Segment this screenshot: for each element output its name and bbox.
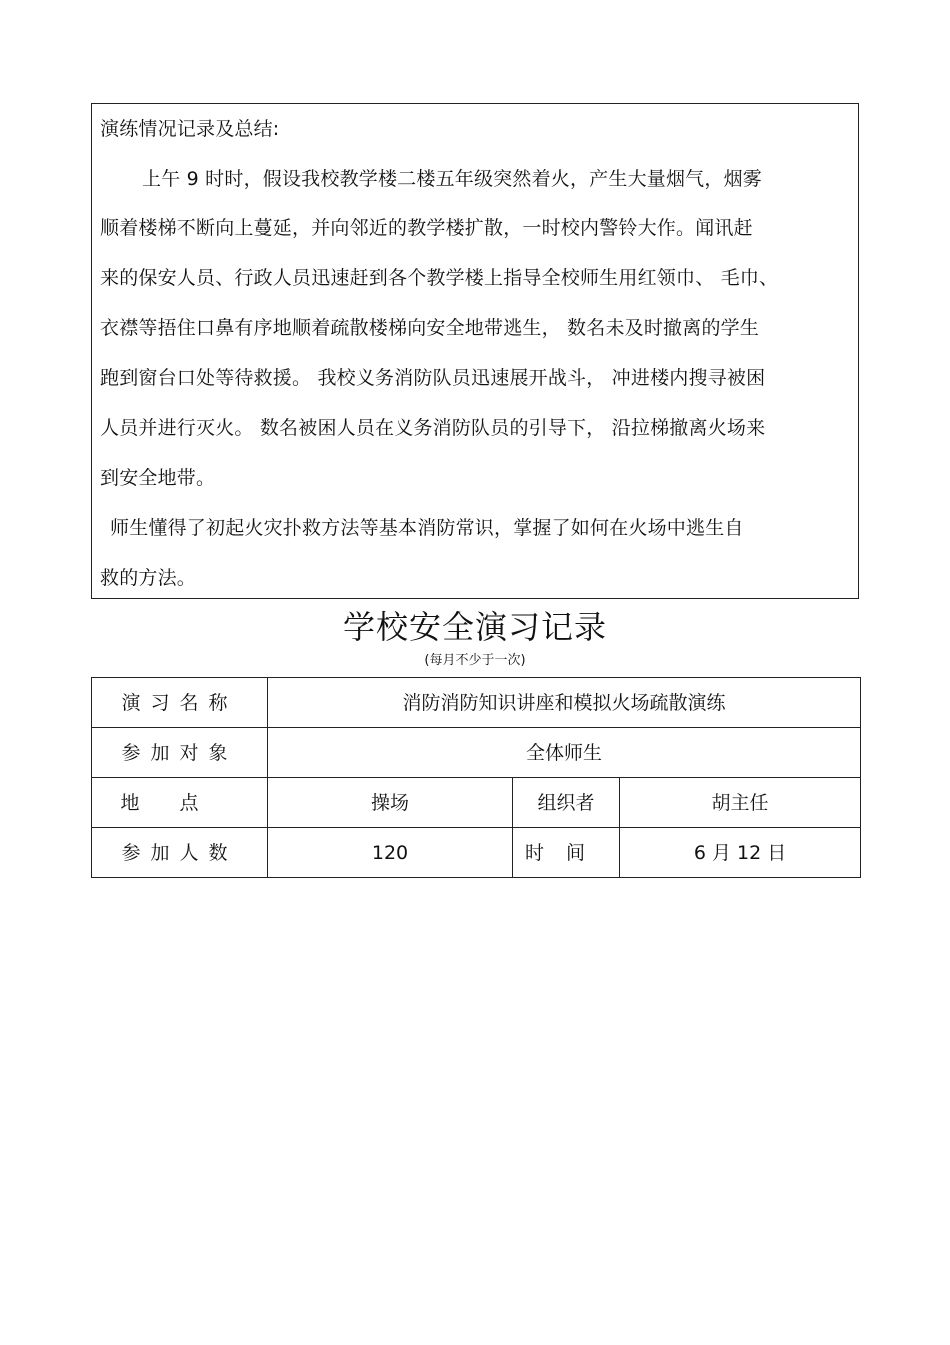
location-value: 操场 [268,778,513,828]
participants-value: 全体师生 [268,728,861,778]
summary-line-8: 师生懂得了初起火灾扑救方法等基本消防常识，掌握了如何在火场中逃生自 [110,517,744,539]
time-label: 时间 [513,828,620,878]
summary-line-7: 到安全地带。 [100,467,216,489]
summary-line-9: 救的方法。 [100,567,197,589]
summary-line-4: 衣襟等捂住口鼻有序地顺着疏散楼梯向安全地带逃生， 数名未及时撤离的学生 [100,317,760,339]
table-row [92,828,861,878]
table-row [92,678,861,728]
participant-count-value: 120 [268,828,513,878]
summary-line-6: 人员并进行灭火。 数名被困人员在义务消防队员的引导下， 沿拉梯撤离火场来 [100,417,766,439]
table-row [92,728,861,778]
summary-line-1: 上午 9 时时，假设我校教学楼二楼五年级突然着火，产生大量烟气，烟雾 [142,168,762,190]
summary-line-5: 跑到窗台口处等待救援。 我校义务消防队员迅速展开战斗， 冲进楼内搜寻被困 [100,367,766,389]
document-title: 学校安全演习记录 [342,608,607,646]
summary-line-3: 来的保安人员、行政人员迅速赶到各个教学楼上指导全校师生用红领巾、 毛巾、 [100,267,779,289]
drill-name-label: 演习名称 [92,678,268,728]
summary-heading: 演练情况记录及总结: [100,118,280,140]
summary-line-2: 顺着楼梯不断向上蔓延，并向邻近的教学楼扩散，一时校内警铃大作。闻讯赶 [100,217,753,239]
document-subtitle: (每月不少于一次) [424,653,526,668]
time-value: 6 月 12 日 [620,828,861,878]
drill-summary-box [91,103,859,599]
participants-label: 参加对象 [92,728,268,778]
drill-record-table [91,677,861,878]
drill-name-value: 消防消防知识讲座和模拟火场疏散演练 [268,678,861,728]
organizer-label: 组织者 [513,778,620,828]
table-row [92,778,861,828]
location-label: 地点 [92,778,268,828]
organizer-value: 胡主任 [620,778,861,828]
participant-count-label: 参加人数 [92,828,268,878]
